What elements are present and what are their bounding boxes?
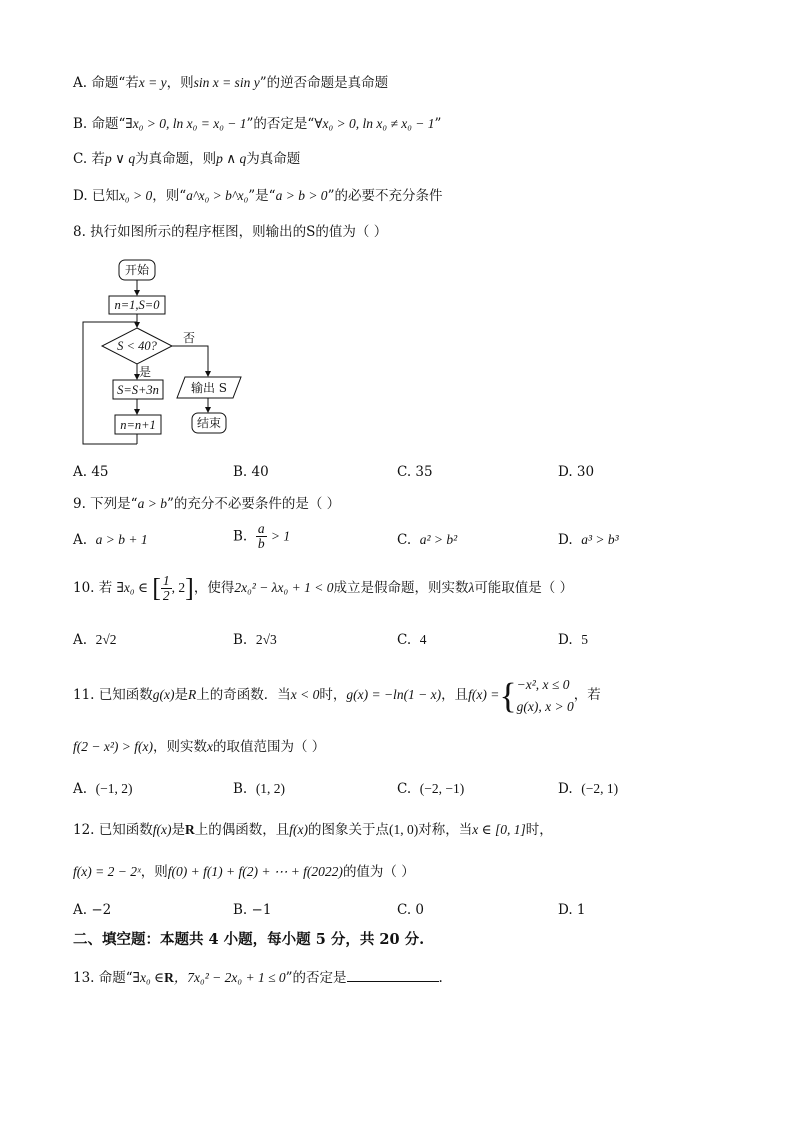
q12-option-d: D. 1: [558, 902, 586, 918]
flowchart: [75, 255, 255, 450]
q9-option-a: A. a > b + 1: [73, 532, 148, 548]
q7-option-d: D. 已知x₀ > 0，则“a^x₀ > b^x₀”是“a > b > 0”的必要不充分条件: [73, 188, 443, 204]
q12-stem-line1: 12. 已知函数f(x)是R上的偶函数，且f(x)的图象关于点(1, 0)对称，当x ∈ [0, 1]时，: [73, 822, 553, 838]
section-heading: 二、填空题：本题共 4 小题，每小题 5 分，共 20 分.: [73, 931, 425, 948]
q9-b-fraction: $\frac{a}{b}$: [257, 521, 265, 552]
q7-option-a: A. 命题“若x = y，则sin x = sin y”的逆否命题是真命题: [73, 75, 389, 91]
q7-option-c: C. 若p ∨ q为真命题，则p ∧ q为真命题: [73, 151, 301, 167]
flow-output-label: 输出 S: [190, 381, 228, 395]
flow-update-n-label: n=n+1: [120, 418, 156, 432]
q8-option-d: D. 30: [558, 464, 595, 480]
q13-answer-blank[interactable]: [347, 969, 439, 982]
q11-stem-line1: 11. 已知函数g(x)是R上的奇函数．当x < 0时，g(x) = −ln(1 − x)，且f(x) ={ −x², x ≤ 0 g(x), x > 0 ，若: [73, 675, 601, 716]
q12-option-c: C. 0: [397, 902, 425, 918]
q10-option-b: B. 2√3: [233, 632, 277, 648]
flow-end-label: 结束: [196, 416, 222, 430]
q12-option-a: A. −2: [73, 902, 112, 918]
q11-option-d: D. (−2, 1): [558, 781, 619, 797]
flow-no-label: 否: [183, 331, 196, 345]
q9-option-c: C. a² > b²: [397, 532, 458, 548]
q10-option-a: A. 2√2: [73, 632, 117, 648]
q10-option-d: D. 5: [558, 632, 588, 648]
q8-option-a: A. 45: [73, 464, 109, 480]
flow-init-label: n=1,S=0: [114, 298, 160, 312]
flow-yes-label: 是: [139, 365, 152, 379]
q8-stem: 8. 执行如图所示的程序框图，则输出的S的值为（ ）: [73, 224, 388, 240]
q11-option-a: A. (−1, 2): [73, 781, 133, 797]
q11-option-c: C. (−2, −1): [397, 781, 465, 797]
q13-stem: 13. 命题“∃x₀ ∈R，7x₀² − 2x₀ + 1 ≤ 0”的否定是 .: [73, 970, 443, 986]
flow-condition-label: S < 40?: [117, 339, 157, 353]
q9-option-b: B. $\frac{a}{b}$ > 1: [233, 521, 291, 552]
flow-start-label: 开始: [124, 263, 150, 277]
q9-stem: 9. 下列是“a > b”的充分不必要条件的是（ ）: [73, 496, 341, 512]
q8-option-c: C. 35: [397, 464, 433, 480]
q12-stem-line2: f(x) = 2 − 2ˣ，则f(0) + f(1) + f(2) + ⋯ + f(2022)的值为（ ）: [73, 864, 415, 880]
q9-option-d: D. a³ > b³: [558, 532, 619, 548]
q10-option-c: C. 4: [397, 632, 427, 648]
q7-option-b: B. 命题“∃x₀ > 0, ln x₀ = x₀ − 1”的否定是“∀x₀ > 0, ln x₀ ≠ x₀ − 1”: [73, 116, 442, 132]
q8-option-b: B. 40: [233, 464, 269, 480]
q10-stem: 10. 若 ∃x₀ ∈ [ $\frac{1}{2}$ , 2]，使得2x₀² − λx₀ + 1 < 0成立是假命题，则实数λ可能取值是（ ）: [73, 572, 574, 603]
q11-option-b: B. (1, 2): [233, 781, 286, 797]
flow-update-s-label: S=S+3n: [117, 383, 159, 397]
q12-option-b: B. −1: [233, 902, 272, 918]
q11-piecewise: −x², x ≤ 0 g(x), x > 0: [516, 676, 574, 714]
q11-stem-line2: f(2 − x²) > f(x)，则实数x的取值范围为（ ）: [73, 739, 326, 755]
q10-fraction: $\frac{1}{2}$: [162, 572, 170, 603]
